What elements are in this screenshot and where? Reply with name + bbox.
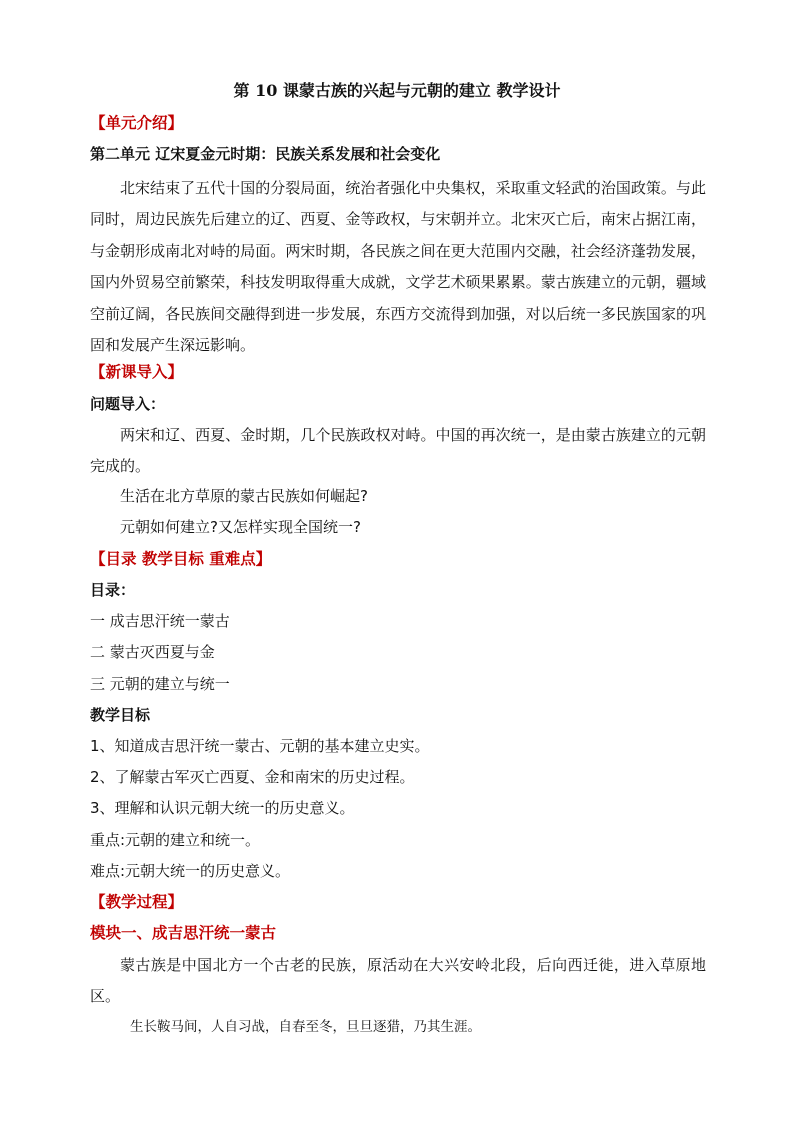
objective-item: 2、了解蒙古军灭亡西夏、金和南宋的历史过程。 bbox=[90, 768, 415, 786]
difficult-point: 难点:元朝大统一的历史意义。 bbox=[90, 862, 291, 880]
document-title: 第 10 课蒙古族的兴起与元朝的建立 教学设计 bbox=[233, 81, 561, 100]
intro-paragraph: 两宋和辽、西夏、金时期，几个民族政权对峙。中国的再次统一，是由蒙古族建立的元朝完成的。 bbox=[90, 426, 706, 476]
intro-label: 问题导入： bbox=[90, 395, 166, 413]
unit-subheading: 第二单元 辽宋夏金元时期：民族关系发展和社会变化 bbox=[90, 145, 441, 163]
goals-heading: 【目录 教学目标 重难点】 bbox=[90, 550, 272, 568]
historical-quote: 生长鞍马间，人自习战，自春至冬，旦旦逐猎，乃其生涯。 bbox=[130, 1019, 481, 1035]
key-point: 重点:元朝的建立和统一。 bbox=[90, 831, 261, 849]
process-heading: 【教学过程】 bbox=[90, 893, 184, 911]
toc-label: 目录： bbox=[90, 581, 136, 599]
module-1-paragraph: 蒙古族是中国北方一个古老的民族，原活动在大兴安岭北段，后向西迁徙，进入草原地区。 bbox=[90, 956, 706, 1006]
intro-heading: 【新课导入】 bbox=[90, 363, 184, 381]
unit-intro-paragraph: 北宋结束了五代十国的分裂局面，统治者强化中央集权，采取重文轻武的治国政策。与此同时，周边民族先后建立的辽、西夏、金等政权，与宋朝并立。北宋灭亡后，南宋占据江南，与金朝形成南北对峙的局面。两宋时期，各民族之间在更大范围内交融，社会经济蓬勃发展，国内外贸易空前繁荣，科技发明取得重大成就，文学艺术硕果累累。蒙古族建立的元朝，疆域空前辽阔，各民族间交融得到进一步发展，东西方交流得到加强，对以后统一多民族国家的巩固和发展产生深远影响。 bbox=[90, 179, 706, 355]
module-1-heading: 模块一、成吉思汗统一蒙古 bbox=[90, 924, 277, 942]
objectives-label: 教学目标 bbox=[90, 706, 151, 724]
toc-item: 一 成吉思汗统一蒙古 bbox=[90, 612, 230, 630]
objective-item: 3、理解和认识元朝大统一的历史意义。 bbox=[90, 799, 355, 817]
toc-item: 三 元朝的建立与统一 bbox=[90, 675, 230, 693]
toc-item: 二 蒙古灭西夏与金 bbox=[90, 643, 215, 661]
intro-question-2: 元朝如何建立?又怎样实现全国统一? bbox=[120, 518, 361, 536]
objective-item: 1、知道成吉思汗统一蒙古、元朝的基本建立史实。 bbox=[90, 737, 430, 755]
intro-question-1: 生活在北方草原的蒙古民族如何崛起? bbox=[120, 487, 368, 505]
unit-intro-heading: 【单元介绍】 bbox=[90, 114, 184, 132]
